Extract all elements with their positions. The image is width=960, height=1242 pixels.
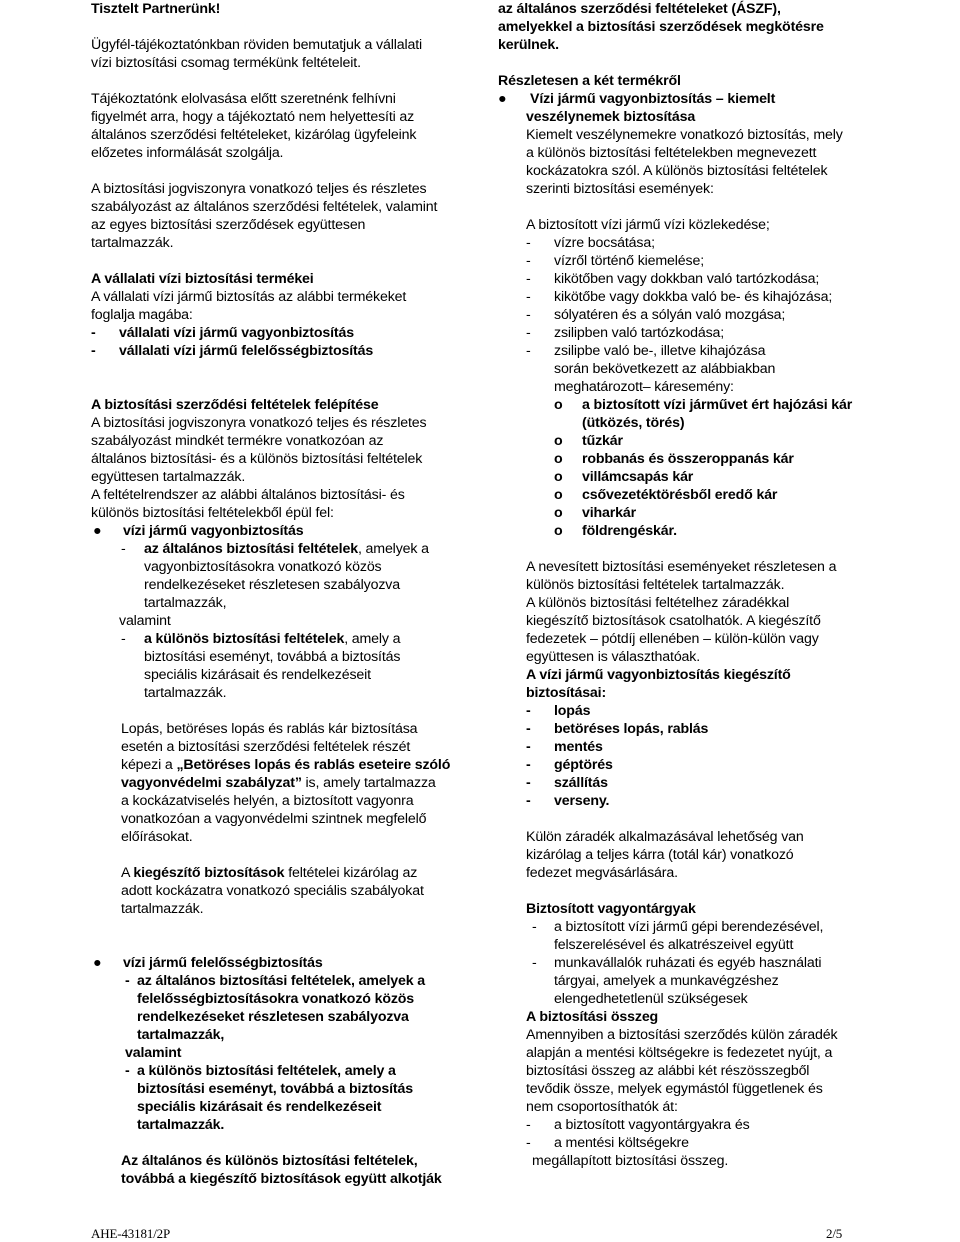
regulation-line: A biztosítási jogviszonyra vonatkozó teljes és részletes (91, 181, 427, 197)
damage-item-cont: (ütközés, törés) (582, 415, 685, 431)
theft-line: vagyonvédelmi szabályzat” is, amely tartalmazza (121, 775, 436, 791)
products-heading: A vállalati vízi biztosítási termékei (91, 271, 314, 287)
products-intro-line: foglalja magába: (91, 307, 193, 323)
supplementary-line: tartalmazzák. (121, 901, 204, 917)
total-loss-line: kizárólag a teljes kárra (totál kár) vonatkozó (526, 847, 794, 863)
insured-item: - a biztosított vízi jármű gépi berendezésével, (532, 919, 824, 935)
theft-line: esetén a biztosítási szerződési feltételek részét (121, 739, 411, 755)
event-item: - zsilipben való tartózkodása; (526, 325, 725, 341)
structure-line: általános biztosítási- és a különös biztosítási feltételek (91, 451, 423, 467)
supp-item: - verseny. (526, 793, 610, 809)
supp-item: - géptörés (526, 757, 613, 773)
bullet-vizi: ● Vízi jármű vagyonbiztosítás – kiemelt (498, 91, 776, 107)
damage-list (554, 396, 878, 540)
supp-item: - lopás (526, 703, 591, 719)
event-cont-line: meghatározott– káresemény: (554, 379, 734, 395)
product-item: - vállalati vízi jármű vagyonbiztosítás (91, 325, 354, 341)
left-column (91, 0, 466, 1188)
regulation-line: szabályozást az általános szerződési feltételek, valamint (91, 199, 438, 215)
product-item: - vállalati vízi jármű felelősségbiztosítás (91, 343, 374, 359)
event-item: - vízről történő kiemelése; (526, 253, 705, 269)
damage-item: o a biztosított vízi járművet ért hajózási kár (554, 397, 853, 413)
continuation-line: az általános szerződési feltételeket (ÁSZF), (498, 1, 781, 17)
regulation-line: tartalmazzák. (91, 235, 174, 251)
insured-item-cont: felszerelésével és alkatrészeivel együtt (554, 937, 794, 953)
structure-line: szabályozást mindkét termékre vonatkozóan az (91, 433, 384, 449)
general-terms-line: felelősségbiztosításokra vonatkozó közös (137, 991, 415, 1007)
sum-text-line: tevődik össze, melyek egymástól függetlenek és (526, 1081, 823, 1097)
sum-text-line: Amennyiben a biztosítási szerződés külön záradék (526, 1027, 838, 1043)
special-terms-line: tartalmazzák. (144, 685, 227, 701)
general-terms-item: - az általános biztosítási feltételek, amelyek a (121, 541, 429, 557)
intro-line: vízi biztosítási csomag termékünk feltételeit. (91, 55, 361, 71)
closing-line: Az általános és különös biztosítási feltételek, (121, 1153, 418, 1169)
right-column (498, 0, 878, 1170)
closing-line: továbbá a kiegészítő biztosítások együtt alkotják (121, 1171, 442, 1187)
notice-line: Tájékoztatónk elolvasása előtt szeretnénk felhívni (91, 91, 396, 107)
supp-heading: A vízi jármű vagyonbiztosítás kiegészítő (526, 667, 791, 683)
named-text-line: A különös biztosítási feltételhez záradékkal (526, 595, 790, 611)
document-code: AHE-43181/2P (91, 1226, 171, 1241)
special-terms-line: tartalmazzák. (137, 1117, 225, 1133)
named-text-line: együttesen is választhatóak. (526, 649, 701, 665)
vizi-body (526, 126, 878, 1170)
liability-details (91, 972, 466, 1188)
special-terms-line: biztosítási eseményt, továbbá a biztosítás (137, 1081, 413, 1097)
detail-heading: Részletesen a két termékről (498, 73, 681, 89)
vizi-text-line: a különös biztosítási feltételekben megnevezett (526, 145, 817, 161)
named-text-line: kiegészítő biztosítások csatolhatók. A kiegészítő (526, 613, 821, 629)
supp-heading: biztosításai: (526, 685, 607, 701)
sum-item: - a mentési költségekre (526, 1135, 689, 1151)
event-item: - sólyatéren és a sólyán való mozgása; (526, 307, 786, 323)
bullet-dot-icon: ● (498, 91, 507, 107)
vizi-text-line: szerinti biztosítási események: (526, 181, 714, 197)
general-terms-line: tartalmazzák, (137, 1027, 225, 1043)
insured-item-cont: elengedhetetlenül szükségesek (554, 991, 748, 1007)
continuation-line: kerülnek. (498, 37, 559, 53)
event-item: - vízre bocsátása; (526, 235, 655, 251)
products-intro-line: A vállalati vízi jármű biztosítás az alábbi termékeket (91, 289, 407, 305)
structure-line: különös biztosítási feltételekből épül fel: (91, 505, 334, 521)
damage-item: o csővezetéktörésből eredő kár (554, 487, 778, 503)
vizi-text-line: kockázatokra szól. A különös biztosítási feltételek (526, 163, 828, 179)
theft-paragraph (121, 720, 466, 918)
theft-line: előírásokat. (121, 829, 193, 845)
regulation-line: az egyes biztosítási szerződések együttesen (91, 217, 366, 233)
theft-line: a kockázatviselés helyén, a biztosított vagyonra (121, 793, 414, 809)
special-terms-line: speciális kizárásait és rendelkezéseit (137, 1099, 382, 1115)
sum-item: - a biztosított vagyontárgyakra és (526, 1117, 750, 1133)
event-item: - kikötőbe vagy dokkba való be- és kihajózása; (526, 289, 833, 305)
intro-line: Ügyfél-tájékoztatónkban röviden bemutatjuk a vállalati (91, 37, 423, 53)
damage-item: o robbanás és összeroppanás kár (554, 451, 794, 467)
notice-line: figyelmét arra, hogy a tájékoztató nem helyettesíti az (91, 109, 415, 125)
bullet-property: ● vízi jármű vagyonbiztosítás (93, 523, 304, 539)
special-terms-line: biztosítási eseményt, továbbá a biztosítás (144, 649, 401, 665)
supp-item: - betöréses lopás, rablás (526, 721, 709, 737)
greeting: Tisztelt Partnerünk! (91, 1, 221, 17)
supplementary-line: A kiegészítő biztosítások feltételei kizárólag az (121, 865, 418, 881)
damage-item: o földrengéskár. (554, 523, 677, 539)
theft-line: képezi a „Betöréses lopás és rablás eseteire szóló (121, 757, 451, 773)
bullet-dot-icon: ● (93, 523, 102, 539)
vizi-text-line: Kiemelt veszélynemekre vonatkozó biztosítás, mely (526, 127, 843, 143)
sum-text-line: biztosítási összeg az alábbi két részösszegből (526, 1063, 810, 1079)
continuation-line: amelyekkel a biztosítási szerződések megkötésre (498, 19, 824, 35)
damage-item: o villámcsapás kár (554, 469, 694, 485)
named-text-line: A nevesített biztosítási eseményeket részletesen a (526, 559, 837, 575)
vizi-title-line: veszélynemek biztosítása (526, 109, 696, 125)
event-cont-line: során bekövetkezett az alábbiakban (554, 361, 776, 377)
structure-heading: A biztosítási szerződési feltételek felépítése (91, 397, 379, 413)
general-terms-line: rendelkezéseket részletesen szabályozva (144, 577, 400, 593)
traffic-line: A biztosított vízi jármű vízi közlekedése; (526, 217, 770, 233)
named-text-line: fedezetek – pótdíj ellenében – külön-külön vagy (526, 631, 819, 647)
supp-item: - mentés (526, 739, 603, 755)
total-loss-line: fedezet megvásárlására. (526, 865, 678, 881)
special-terms-line: speciális kizárásait és rendelkezéseit (144, 667, 371, 683)
event-item: - kikötőben vagy dokkban való tartózkodása; (526, 271, 820, 287)
supp-item: - szállítás (526, 775, 608, 791)
total-loss-line: Külön záradék alkalmazásával lehetőség van (526, 829, 804, 845)
event-item: - zsilipbe való be-, illetve kihajózása (526, 343, 766, 359)
theft-line: vonatkozóan a vagyonvédelmi szintnek megfelelő (121, 811, 427, 827)
sum-heading: A biztosítási összeg (526, 1009, 659, 1025)
special-terms-item: - a különös biztosítási feltételek, amely a (125, 1063, 396, 1079)
damage-item: o tűzkár (554, 433, 623, 449)
and-word: valamint (125, 1045, 182, 1061)
general-terms-line: vagyonbiztosításokra vonatkozó közös (144, 559, 382, 575)
notice-line: általános szerződési feltételeket, kizárólag ügyfeleink (91, 127, 417, 143)
bullet-liability: ● vízi jármű felelősségbiztosítás (93, 955, 323, 971)
page-number: 2/5 (826, 1226, 843, 1241)
structure-line: A feltételrendszer az alábbi általános biztosítási- és (91, 487, 405, 503)
damage-item: o viharkár (554, 505, 637, 521)
supplementary-line: adott kockázatra vonatkozó speciális szabályokat (121, 883, 424, 899)
structure-line: együttesen tartalmazzák. (91, 469, 246, 485)
general-terms-line: rendelkezéseket részletesen szabályozva (137, 1009, 409, 1025)
general-terms-item: - az általános biztosítási feltételek, amelyek a (125, 973, 426, 989)
insured-item-cont: tárgyai, amelyek a munkavégzéshez (554, 973, 779, 989)
and-word: valamint (119, 613, 171, 629)
structure-line: A biztosítási jogviszonyra vonatkozó teljes és részletes (91, 415, 427, 431)
theft-line: Lopás, betöréses lopás és rablás kár biztosítása (121, 721, 418, 737)
special-terms-item: - a különös biztosítási feltételek, amely a (121, 631, 401, 647)
insured-item: - munkavállalók ruházati és egyéb használati (532, 955, 822, 971)
bullet-dot-icon: ● (93, 955, 102, 971)
named-text-line: különös biztosítási feltételek tartalmazzák. (526, 577, 785, 593)
sum-text-line: alapján a mentési költségekre is fedezetet nyújt, a (526, 1045, 833, 1061)
general-terms-line: tartalmazzák, (144, 595, 227, 611)
sum-text-line: nem csoportosíthatók át: (526, 1099, 678, 1115)
notice-line: előzetes informálását szolgálja. (91, 145, 284, 161)
sum-tail: megállapított biztosítási összeg. (532, 1153, 729, 1169)
items-heading: Biztosított vagyontárgyak (526, 901, 696, 917)
